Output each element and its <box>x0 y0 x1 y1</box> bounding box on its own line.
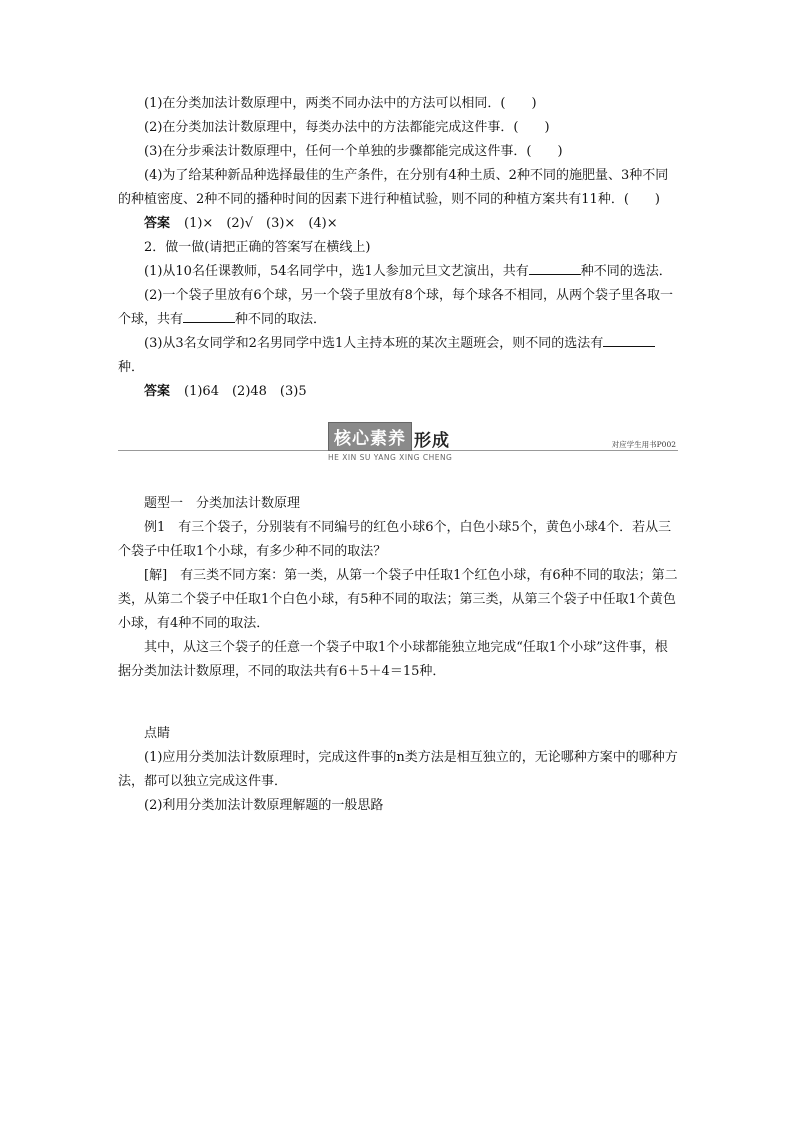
practice-heading: 2．做一做(请把正确的答案写在横线上) <box>144 240 371 255</box>
solution-text: [解] 有三类不同方案：第一类，从第一个袋子中任取1个红色小球，有6种不同的取法；第二类，从第二个袋子中任取1个白色小球，有5种不同的取法；第三类，从第三个袋子中任取1个黄色小球，有4种不同的取法． <box>118 568 678 631</box>
answer-blank <box>603 332 655 347</box>
answer-label: 答案 <box>144 216 171 231</box>
answer-text: (1)× (2)√ (3)× (4)× <box>184 216 338 231</box>
question-text: 种． <box>118 360 145 375</box>
judge-question-4: (4)为了给某种新品种选择最佳的生产条件，在分别有4种土质、2种不同的施肥量、3种不同的种植密度、2种不同的播种时间的因素下进行种植试验，则不同的种植方案共有11种．( ) <box>118 168 669 207</box>
judge-question-1: (1)在分类加法计数原理中，两类不同办法中的方法可以相同．( ) <box>144 96 537 111</box>
tip-paragraph-2: (2)利用分类加法计数原理解题的一般思路 <box>144 798 384 813</box>
question-text: 种不同的取法． <box>235 312 327 327</box>
section-banner <box>118 422 678 466</box>
example-problem: 例1 有三个袋子，分别装有不同编号的红色小球6个，白色小球5个，黄色小球4个．若从三个袋子中任取1个小球，有多少种不同的取法？ <box>118 520 672 559</box>
question-text: (3)从3名女同学和2名男同学中选1人主持本班的某次主题班会，则不同的选法有 <box>144 336 604 351</box>
answer-blank <box>529 260 581 275</box>
practice-question-2 <box>118 284 678 332</box>
question-text: (2)一个袋子里放有6个球，另一个袋子里放有8个球，每个球各不相同，从两个袋子里各取一个球，共有 <box>118 288 673 327</box>
document-page <box>118 92 678 818</box>
answer-line-b <box>118 380 678 404</box>
banner-title <box>328 422 450 451</box>
judge-question-3: (3)在分步乘法计数原理中，任何一个单独的步骤都能完成这件事．( ) <box>144 144 563 159</box>
answer-line-a <box>118 212 678 236</box>
practice-question-1 <box>118 260 678 284</box>
answer-label: 答案 <box>144 384 171 399</box>
tip-paragraph-1: (1)应用分类加法计数原理时，完成这件事的n类方法是相互独立的，无论哪种方案中的哪种方法，都可以独立完成这件事． <box>118 750 678 789</box>
answer-blank <box>183 308 235 323</box>
question-text: 种不同的选法． <box>580 264 672 279</box>
tip-title: 点睛 <box>144 726 171 741</box>
question-type-title: 题型一 分类加法计数原理 <box>144 496 301 511</box>
banner-boxed-text: 核心素养 <box>328 422 412 451</box>
banner-title-text: 形成 <box>414 431 450 451</box>
banner-page-reference: 对应学生用书P002 <box>608 439 676 450</box>
practice-question-3 <box>118 332 678 380</box>
answer-text: (1)64 (2)48 (3)5 <box>184 384 307 399</box>
question-text: (1)从10名任课教师，54名同学中，选1人参加元旦文艺演出，共有 <box>144 264 529 279</box>
banner-pinyin: HE XIN SU YANG XING CHENG <box>328 453 453 462</box>
conclusion-text: 其中，从这三个袋子的任意一个袋子中取1个小球都能独立地完成“任取1个小球”这件事，根据分类加法计数原理，不同的取法共有6＋5＋4＝15种． <box>118 640 668 679</box>
judge-question-2: (2)在分类加法计数原理中，每类办法中的方法都能完成这件事．( ) <box>144 120 550 135</box>
